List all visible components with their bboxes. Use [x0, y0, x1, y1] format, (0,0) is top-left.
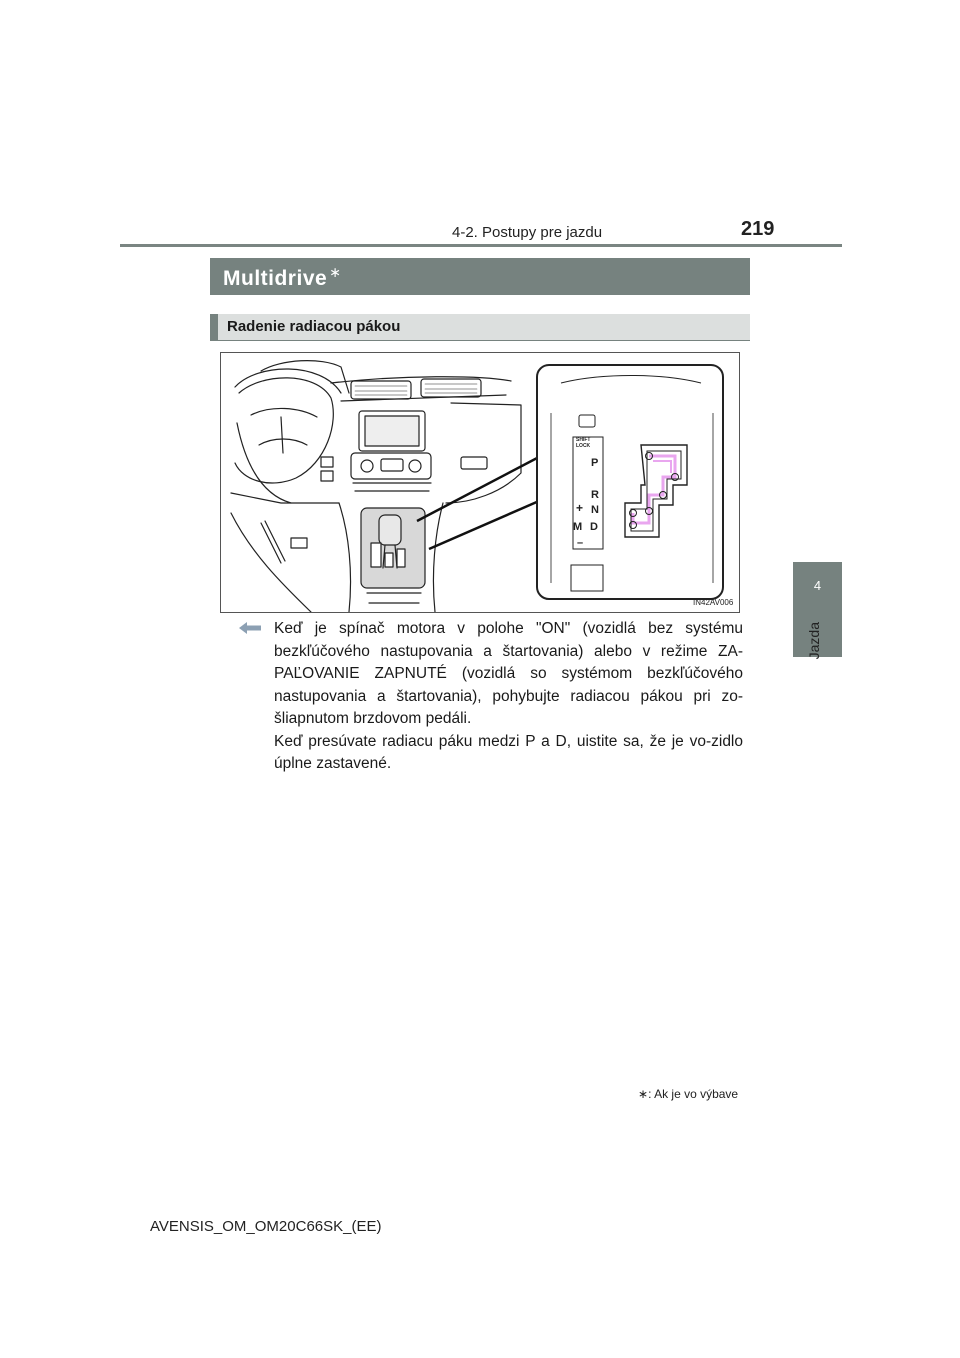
- body-paragraph-1: Keď je spínač motora v polohe "ON" (vozidlá bez systému bezkľúčového nastupovania a štartovania) alebo v režime ZA-PAĽOVANIE ZAPNUTÉ (vozidlá so systémom bezkľúčového nastupovania a štartovania), pohybujte radiacou pákou pri zo-šliapnutom brzdovom pedáli.: [274, 620, 743, 727]
- section-title: Multidrive: [223, 267, 328, 290]
- left-arrow-icon: [239, 621, 263, 635]
- document-code: AVENSIS_OM_OM20C66SK_(EE): [150, 1218, 382, 1235]
- subsection-title: Radenie radiacou pákou: [210, 314, 750, 340]
- subsection-rule: [210, 340, 750, 341]
- shift-lever-illustration: [220, 352, 740, 613]
- manual-label: M: [573, 521, 583, 533]
- dashboard-drawing: [221, 353, 739, 612]
- chapter-label: Jazda: [806, 622, 822, 660]
- header-rule: [120, 244, 842, 247]
- plus-label: +: [576, 501, 584, 515]
- footnote: [638, 1087, 738, 1101]
- gate-r-label: R: [591, 489, 599, 501]
- chapter-number: 4: [813, 578, 822, 593]
- gate-d-label: D: [590, 521, 598, 533]
- body-paragraph-2: Keď presúvate radiacu páku medzi P a D, uistite sa, že je vo-zidlo úplne zastavené.: [274, 732, 743, 772]
- footnote-text: : Ak je vo výbave: [648, 1087, 739, 1101]
- section-title-bar: [210, 258, 750, 295]
- page-number: 219: [741, 218, 775, 240]
- optional-equipment-marker: ∗: [329, 264, 342, 280]
- gate-n-label: N: [591, 504, 599, 516]
- body-text: [274, 618, 743, 776]
- figure-code: IN42AV006: [693, 598, 734, 607]
- shift-lock-label-1: SHIFT: [576, 437, 591, 443]
- minus-label: –: [577, 537, 584, 549]
- shift-lock-label-2: LOCK: [576, 443, 591, 449]
- header-section-title: 4-2. Postupy pre jazdu: [452, 224, 603, 241]
- gate-p-label: P: [591, 457, 599, 469]
- footnote-marker: ∗: [638, 1087, 649, 1101]
